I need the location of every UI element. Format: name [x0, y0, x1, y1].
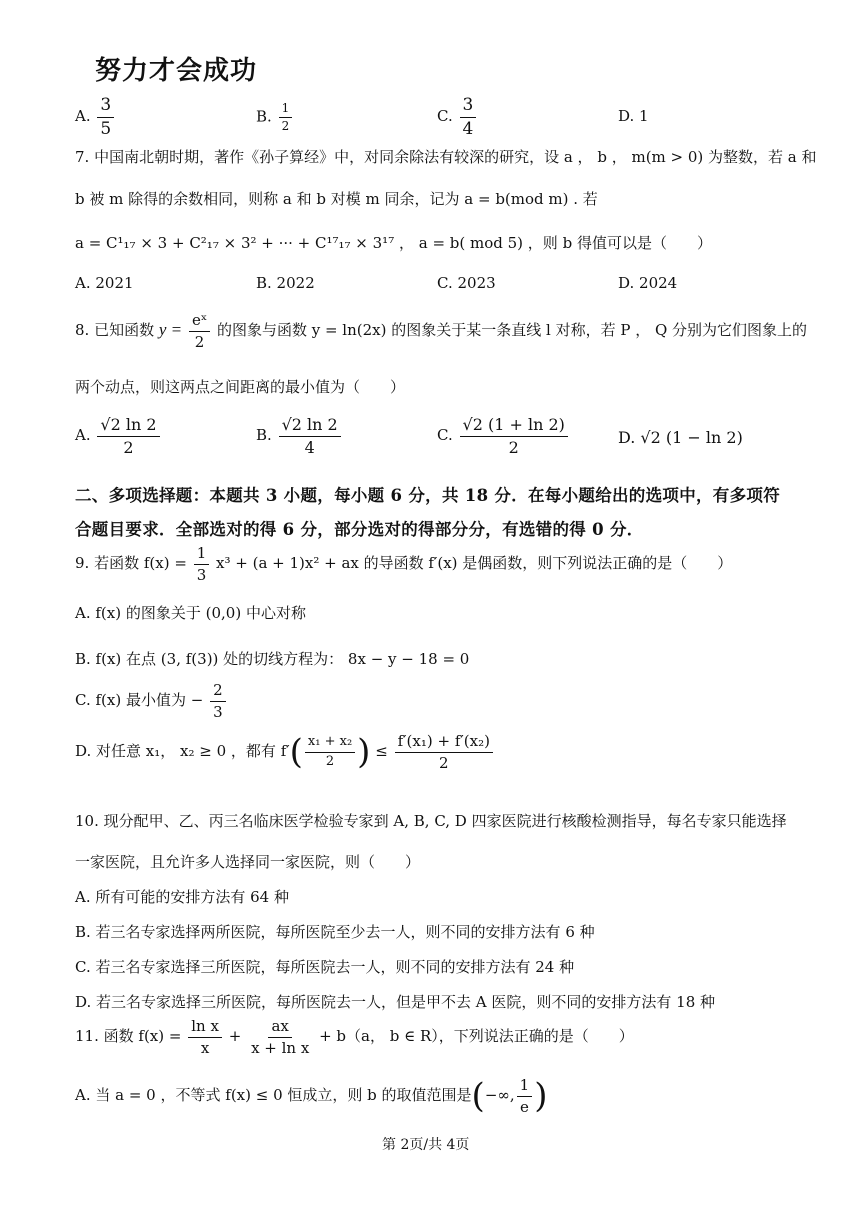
numerator: 1: [517, 1077, 533, 1097]
option-label: B.: [256, 426, 272, 445]
numerator: ax: [268, 1018, 291, 1038]
fraction: [279, 416, 341, 456]
fraction: [97, 416, 159, 456]
numerator: √2 ln 2: [279, 416, 341, 437]
denominator: x + ln x: [251, 1038, 310, 1057]
q8-y-eq: y =: [158, 320, 183, 339]
numerator: 3: [460, 96, 477, 118]
denominator: 4: [304, 437, 315, 457]
q9-suffix: x³ + (a + 1)x² + ax 的导函数 f′(x) 是偶函数，则下列说法正确的是（ ）: [216, 554, 733, 572]
q11-prefix: 11. 函数 f(x) =: [75, 1027, 182, 1045]
denominator: 5: [100, 118, 112, 139]
section2-line2: 合题目要求．全部选对的得 6 分，部分选对的得部分分，有选错的得 0 分．: [75, 520, 644, 539]
fraction: [305, 735, 355, 769]
option-label: A.: [75, 107, 91, 126]
page-footer: 第 2页/共 4页: [382, 1137, 470, 1153]
fraction: [248, 1018, 312, 1056]
right-paren-icon: ): [534, 1076, 548, 1116]
denominator: 2: [281, 119, 290, 134]
q6-option-c: [437, 96, 478, 138]
denominator: 3: [213, 702, 223, 721]
q10-option-b: B. 若三名专家选择两所医院，每所医院至少去一人，则不同的安排方法有 6 种: [75, 923, 595, 941]
numerator: f′(x₁) + f′(x₂): [395, 733, 493, 753]
numerator: √2 ln 2: [97, 416, 159, 437]
denominator: 2: [123, 437, 134, 457]
numerator: 2: [210, 682, 226, 702]
fraction: [460, 96, 477, 138]
q11-stem: [75, 1018, 634, 1056]
q6-option-b: [256, 102, 294, 133]
fraction: [517, 1077, 533, 1115]
option-label: C.: [437, 107, 453, 126]
option-label: C.: [437, 426, 453, 445]
q9-d-le: ≤: [375, 742, 388, 760]
fraction: [189, 312, 210, 350]
q11-suffix: + b（a， b ∈ R），下列说法正确的是（ ）: [319, 1027, 634, 1045]
left-paren-icon: (: [471, 1076, 485, 1116]
interval-left: −∞,: [484, 1086, 515, 1104]
q8-stem-line2: 两个动点，则这两点之间距离的最小值为（ ）: [75, 378, 406, 396]
banner-title: 努力才会成功: [95, 56, 258, 86]
q6-option-d: D. 1: [618, 107, 649, 125]
fraction: [460, 416, 568, 456]
denominator: 2: [438, 753, 449, 772]
q9-option-d: [75, 732, 495, 772]
q9-stem: [75, 545, 732, 583]
q8-stem-line1: [75, 312, 807, 350]
q9-d-prefix: D. 对任意 x₁， x₂ ≥ 0 ，都有 f′: [75, 742, 290, 760]
numerator: √2 (1 + ln 2): [460, 416, 568, 437]
q10-stem-line1: 10. 现分配甲、乙、丙三名临床医学检验专家到 A, B, C, D 四家医院进行核酸检测指导，每名专家只能选择: [75, 812, 787, 830]
q9-option-c: [75, 682, 228, 720]
denominator: 2: [194, 332, 205, 351]
q7-stem-line1: 7. 中国南北朝时期，著作《孙子算经》中，对同余除法有较深的研究，设 a ， b ， m(m > 0) 为整数，若 a 和: [75, 148, 817, 166]
denominator: x: [200, 1038, 210, 1057]
q11-a-prefix: A. 当 a = 0 ，不等式 f(x) ≤ 0 恒成立，则 b 的取值范围是: [75, 1086, 472, 1104]
q9-prefix: 9. 若函数 f(x) =: [75, 554, 187, 572]
q9-option-b: B. f(x) 在点 (3, f(3)) 处的切线方程为： 8x − y − 18 = 0: [75, 650, 470, 668]
numerator: 1: [194, 545, 210, 565]
q11-option-a: [75, 1076, 547, 1116]
q7-option-a: A. 2021: [75, 274, 134, 292]
numerator: 1: [279, 102, 293, 118]
q10-option-d: D. 若三名专家选择三所医院，每所医院去一人，但是甲不去 A 医院，则不同的安排方法有 18 种: [75, 993, 716, 1011]
q8-prefix: 8. 已知函数: [75, 321, 155, 339]
denominator: 2: [508, 437, 519, 457]
q6-option-a: [75, 96, 116, 138]
fraction: [188, 1018, 222, 1056]
option-label: A.: [75, 426, 91, 445]
q9-option-a: A. f(x) 的图象关于 (0,0) 中心对称: [75, 604, 306, 622]
q10-option-c: C. 若三名专家选择三所医院，每所医院去一人，则不同的安排方法有 24 种: [75, 958, 575, 976]
section2-line1: 二、多项选择题：本题共 3 小题，每小题 6 分，共 18 分．在每小题给出的选项中，有多项符: [75, 486, 780, 505]
q10-option-a: A. 所有可能的安排方法有 64 种: [75, 888, 289, 906]
q8-option-b: [256, 416, 343, 456]
q7-option-c: C. 2023: [437, 274, 496, 292]
q8-suffix: 的图象与函数 y = ln(2x) 的图象关于某一条直线 l 对称，若 P ， Q 分别为它们图象上的: [216, 321, 808, 339]
numerator: eˣ: [189, 312, 210, 332]
q7-stem-line2: b 被 m 除得的余数相同，则称 a 和 b 对模 m 同余，记为 a = b(mod m) . 若: [75, 190, 598, 208]
denominator: 4: [462, 118, 474, 139]
q10-stem-line2: 一家医院，且允许多人选择同一家医院，则（ ）: [75, 853, 421, 871]
q11-plus: +: [228, 1027, 242, 1045]
fraction: [210, 682, 226, 720]
q8-option-d: D. √2 (1 − ln 2): [618, 428, 743, 447]
q7-stem-line3: a = C¹₁₇ × 3 + C²₁₇ × 3² + ··· + C¹⁷₁₇ × 3¹⁷ ， a = b( mod 5) ，则 b 得值可以是（ ）: [75, 234, 712, 252]
q7-option-d: D. 2024: [618, 274, 678, 292]
fraction: [395, 733, 493, 771]
option-label: B.: [256, 107, 272, 126]
numerator: ln x: [188, 1018, 222, 1038]
q8-option-c: [437, 416, 570, 456]
right-paren-icon: ): [357, 732, 371, 772]
q8-option-a: [75, 416, 162, 456]
q7-option-b: B. 2022: [256, 274, 315, 292]
denominator: 2: [325, 753, 335, 769]
numerator: x₁ + x₂: [305, 735, 355, 752]
numerator: 3: [97, 96, 114, 118]
q9-c-prefix: C. f(x) 最小值为 −: [75, 691, 204, 709]
fraction: [97, 96, 114, 138]
denominator: 3: [196, 565, 207, 584]
left-paren-icon: (: [289, 732, 303, 772]
denominator: e: [519, 1097, 529, 1116]
fraction: [279, 102, 293, 133]
fraction: [194, 545, 210, 583]
